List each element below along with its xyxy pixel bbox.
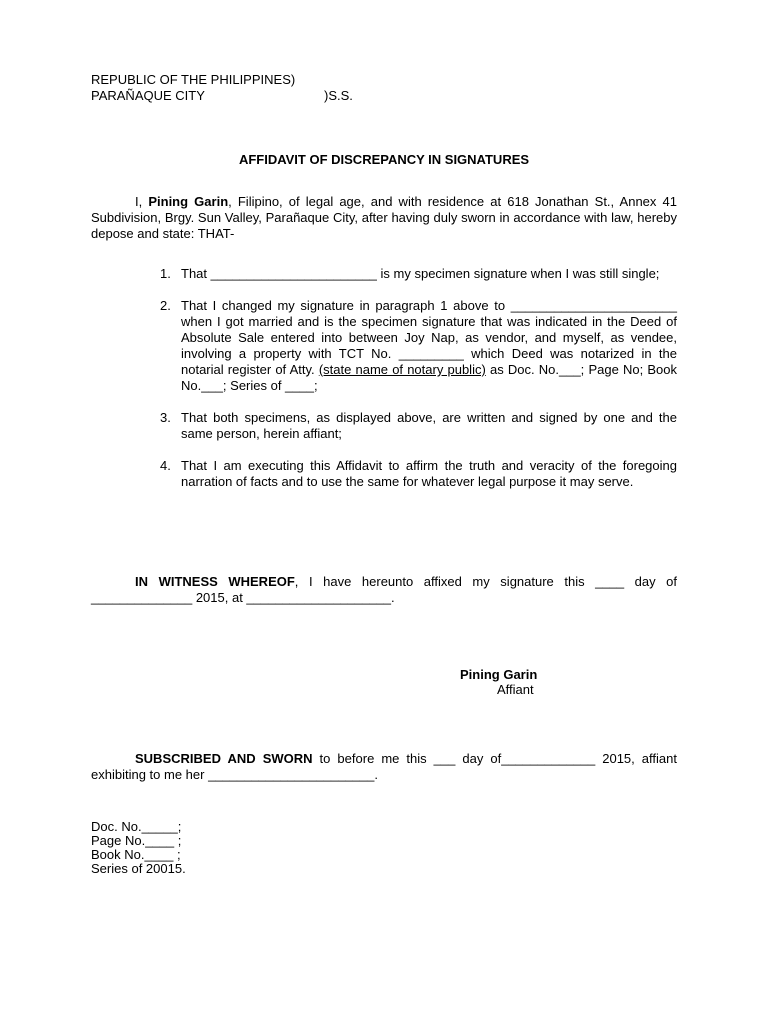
item-number: 1.	[160, 266, 171, 281]
item-number: 3.	[160, 410, 171, 425]
page-no: Page No.____ ;	[91, 833, 182, 848]
item-text: That both specimens, as displayed above, are written and signed by one and the same person, herein affiant;	[181, 410, 677, 441]
intro-text: , Filipino, of legal age, and with residence at 618 Jonathan St., Annex 41 Subdivision, Brgy. Sun Valley, Parañaque City, after having duly sworn in accordance with law, hereby depose and state: THAT-	[91, 194, 677, 241]
witness-paragraph	[91, 574, 677, 606]
item-number: 4.	[160, 458, 171, 473]
statement-list	[160, 266, 677, 506]
intro-prefix: I,	[135, 194, 149, 209]
list-item	[160, 266, 677, 282]
jurat-text: to before me this ___ day of_____________ 2015, affiant exhibiting to me her _______________________.	[91, 751, 677, 782]
list-item	[160, 410, 677, 442]
venue-line-city	[91, 88, 353, 104]
witness-text: , I have hereunto affixed my signature this ____ day of ______________ 2015, at ____________________.	[91, 574, 677, 605]
item-text: That I changed my signature in paragraph 1 above to _______________________ when I got married and is the specimen signature that was indicated in the Deed of Absolute Sale entered into between Joy Nap, as vendor, and myself, as vendee, involving a property with TCT No. _________ which Deed was notarized in the notarial register of Atty.	[181, 298, 677, 377]
signatory-name: Pining Garin	[460, 667, 538, 682]
witness-heading: IN WITNESS WHEREOF	[135, 574, 295, 589]
venue-city: PARAÑAQUE CITY	[91, 88, 205, 103]
item-text-after: as Doc. No.___; Page No; Book No.___; Series of ____;	[181, 362, 678, 393]
signatory-role: Affiant	[497, 682, 534, 697]
affiant-name: Pining Garin	[148, 194, 229, 209]
list-item	[160, 458, 677, 490]
book-no: Book No.____ ;	[91, 847, 181, 862]
item-text: That I am executing this Affidavit to affirm the truth and veracity of the foregoing narration of facts and to use the same for whatever legal purpose it may serve.	[181, 458, 677, 489]
document-title: AFFIDAVIT OF DISCREPANCY IN SIGNATURES	[238, 152, 530, 167]
item-text: That _______________________ is my specimen signature when I was still single;	[181, 266, 660, 281]
intro-paragraph	[91, 194, 677, 242]
doc-no: Doc. No._____;	[91, 819, 182, 834]
venue-ss: )S.S.	[324, 88, 353, 103]
notarial-details	[91, 820, 186, 876]
list-item	[160, 298, 677, 394]
venue-line-country: REPUBLIC OF THE PHILIPPINES)	[91, 72, 296, 87]
item-number: 2.	[160, 298, 171, 313]
series-no: Series of 20015.	[91, 861, 186, 876]
notary-name-placeholder: (state name of notary public)	[318, 362, 486, 377]
jurat-paragraph	[91, 751, 677, 783]
jurat-heading: SUBSCRIBED AND SWORN	[135, 751, 313, 766]
